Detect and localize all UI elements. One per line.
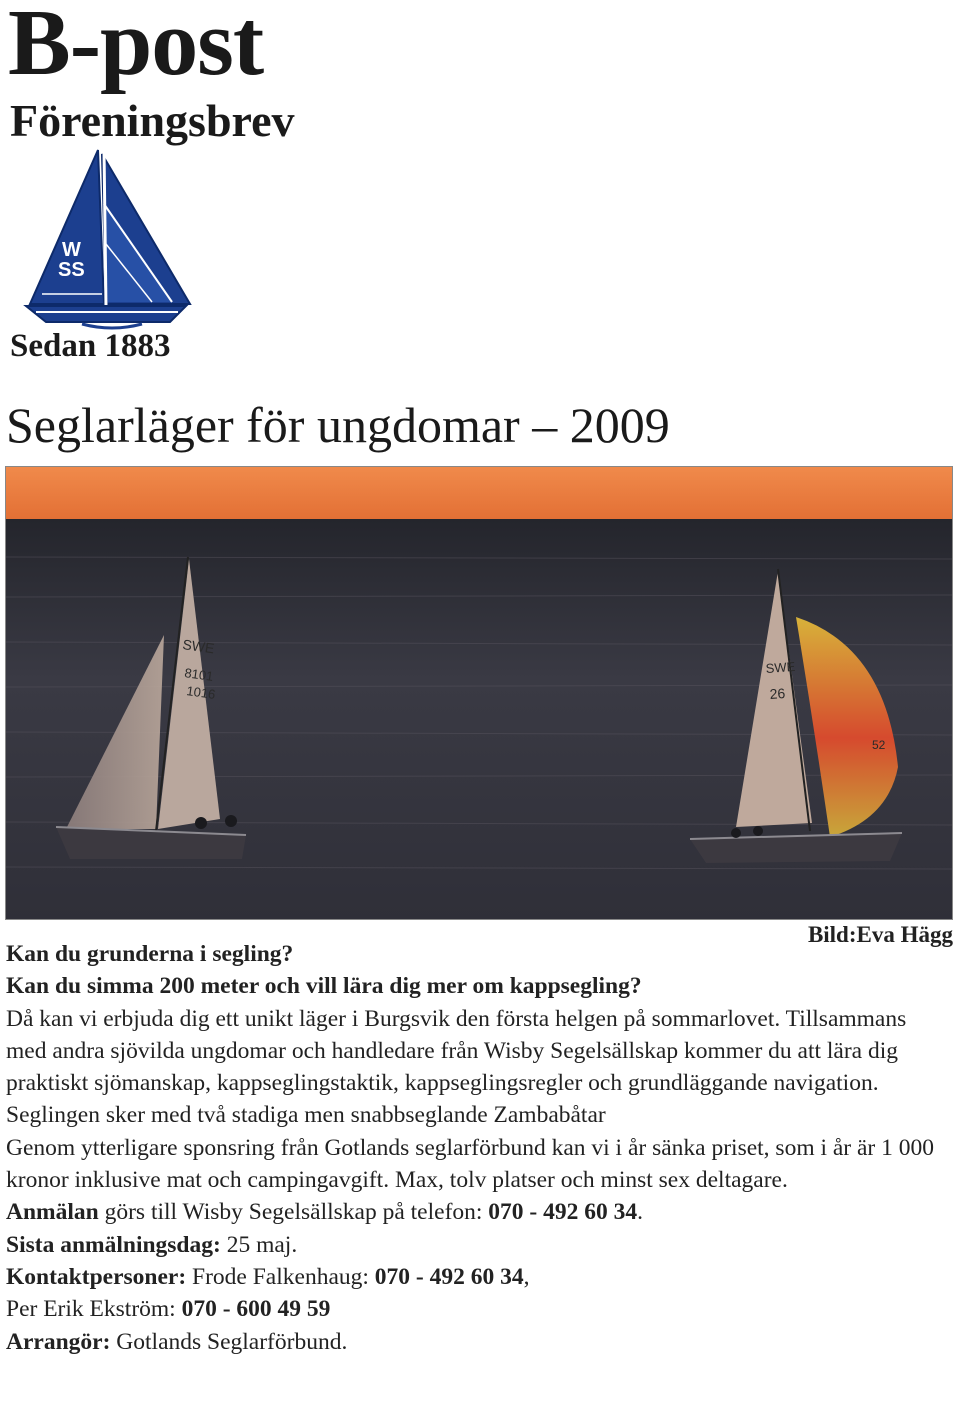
organizer-line (6, 1326, 946, 1358)
founded-year: Sedan 1883 (10, 328, 171, 364)
contacts-line-1 (6, 1261, 946, 1293)
right-sail-number-1: SWE (765, 658, 796, 676)
contact-2-phone: 070 - 600 49 59 (181, 1296, 331, 1323)
contact-1-phone: 070 - 492 60 34 (374, 1263, 524, 1290)
spinnaker-number: 52 (872, 738, 886, 752)
paragraph-price: Genom ytterligare sponsring från Gotlands seglarförbund kan vi i år sänka priset, som i år är 1 000 kronor inklusive mat och campingavgift. Max, tolv platser och minst sex deltagare. (6, 1134, 935, 1194)
contact-1-name: Frode Falkenhaug: (186, 1263, 375, 1290)
photo-credit: Bild:Eva Hägg (807, 922, 953, 947)
question-basics: Kan du grunderna i segling? (6, 941, 294, 967)
deadline-date: 25 maj. (220, 1231, 298, 1258)
newsletter-subtitle: Föreningsbrev (10, 95, 295, 146)
right-sail-number-2: 26 (769, 684, 786, 702)
contacts-line-2 (6, 1293, 946, 1325)
article-headline: Seglarläger för ungdomar – 2009 (6, 397, 670, 453)
sailboats-sunset-photo (5, 466, 953, 920)
organizer-name: Gotlands Seglarförbund. (110, 1328, 348, 1355)
registration-phone: 070 - 492 60 34 (488, 1199, 638, 1226)
contacts-label: Kontaktpersoner: (6, 1263, 187, 1290)
club-logo-sailboat-icon (22, 144, 192, 332)
paragraph-camp-description: Då kan vi erbjuda dig ett unikt läger i Burgsvik den första helgen på sommarlovet. Tillsammans med andra sjövilda ungdomar och handledare från Wisby Segelsällskap kommer du att lära dig praktiskt sjömanskap, kappseglingstaktik, kappseglingsregler och grundläggande navigation. Seglingen sker med två stadiga men snabbseglande Zambabåtar (6, 1005, 907, 1129)
registration-end: . (637, 1199, 643, 1226)
svg-text:W: W (62, 239, 81, 261)
registration-line (6, 1196, 946, 1228)
svg-text:SS: SS (58, 259, 85, 281)
registration-text: görs till Wisby Segelsällskap på telefon: (98, 1199, 489, 1226)
deadline-label: Sista anmälningsdag: (6, 1231, 221, 1258)
left-sail-number-2: 8101 (183, 665, 215, 684)
left-sail-number-1: SWE (181, 636, 216, 657)
deadline-line (6, 1229, 946, 1261)
contact-2-name: Per Erik Ekström: (6, 1296, 182, 1323)
question-swim: Kan du simma 200 meter och vill lära dig mer om kappsegling? (6, 973, 642, 1000)
contact-1-end: , (523, 1263, 530, 1290)
registration-label: Anmälan (6, 1199, 99, 1226)
article-body (6, 938, 946, 1358)
masthead-title: B-post (8, 0, 264, 95)
left-sail-number-3: 1016 (185, 683, 217, 702)
organizer-label: Arrangör: (6, 1328, 111, 1355)
